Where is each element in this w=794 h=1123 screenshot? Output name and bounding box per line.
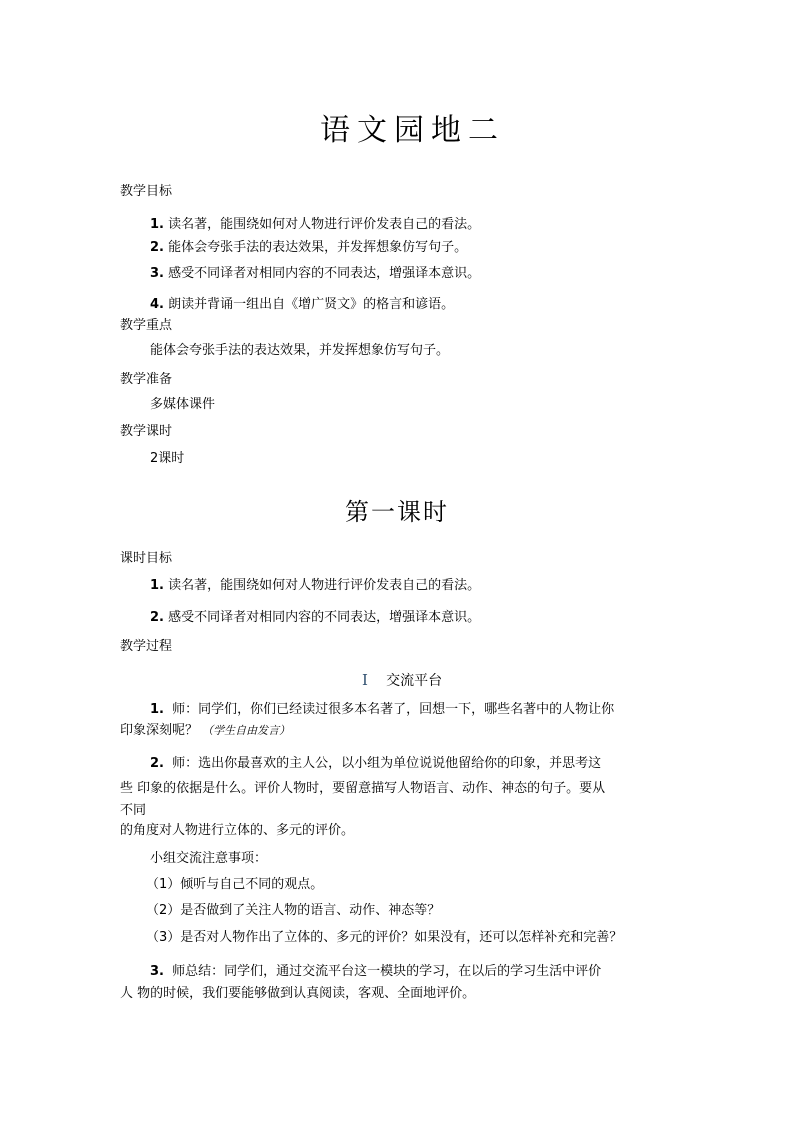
list-item <box>150 578 480 594</box>
step-text: 师总结：同学们，通过交流平台这一模块的学习，在以后的学习生活中评价 <box>172 964 602 979</box>
item-text: 朗读并背诵一组出自《增广贤文》的格言和谚语。 <box>168 297 455 312</box>
item-number: 3. <box>150 266 164 281</box>
step-1-line-1 <box>150 702 614 718</box>
prep-text: 多媒体课件 <box>150 397 216 412</box>
list-item <box>150 240 467 256</box>
step-number: 1. <box>150 702 164 717</box>
list-item <box>150 297 454 313</box>
step-3-line-1 <box>150 964 601 980</box>
page-title: 语文园地二 <box>320 113 505 148</box>
item-number: 2. <box>150 240 164 255</box>
section-heading <box>362 672 442 690</box>
item-text: 感受不同译者对相同内容的不同表达，增强译本意识。 <box>168 266 481 281</box>
step-text: 印象深刻呢？ <box>120 723 199 738</box>
item-number: 4. <box>150 297 164 312</box>
step-note: （学生自由发言） <box>202 724 291 737</box>
notes-heading: 小组交流注意事项： <box>150 851 268 866</box>
step-number: 3. <box>150 964 164 979</box>
item-text: 感受不同译者对相同内容的不同表达，增强译本意识。 <box>168 610 481 625</box>
prep-heading: 教学准备 <box>120 372 173 387</box>
item-number: 2. <box>150 610 164 625</box>
item-number: 1. <box>150 217 164 232</box>
step-2-line-2: 些 印象的依据是什么。评价人物时，要留意描写人物语言、动作、神态的句子。要从 <box>120 781 606 796</box>
section-number: I <box>362 671 368 689</box>
list-item <box>150 217 480 233</box>
step-1-line-2 <box>120 723 290 739</box>
step-text: 师：同学们，你们已经读过很多本名著了，回想一下，哪些名著中的人物让你 <box>172 702 615 717</box>
section-label: 交流平台 <box>386 673 443 689</box>
lesson-title: 第一课时 <box>345 498 449 526</box>
step-text: 师：选出你最喜欢的主人公，以小组为单位说说他留给你的印象，并思考这 <box>172 756 602 771</box>
step-3-line-2: 人 物的时候，我们要能够做到认真阅读，客观、全面地评价。 <box>120 986 476 1001</box>
item-text: 能体会夸张手法的表达效果，并发挥想象仿写句子。 <box>168 240 468 255</box>
list-item <box>150 610 480 626</box>
step-2-line-3: 不同 <box>120 803 147 818</box>
step-2-line-4: 的角度对人物进行立体的、多元的评价。 <box>120 823 355 838</box>
hours-text: 2课时 <box>150 451 185 466</box>
focus-text: 能体会夸张手法的表达效果，并发挥想象仿写句子。 <box>150 343 450 358</box>
note-item: （3）是否对人物作出了立体的、多元的评价？如果没有，还可以怎样补充和完善？ <box>146 930 623 945</box>
lesson-goals-heading: 课时目标 <box>120 551 173 566</box>
list-item <box>150 266 480 282</box>
hours-heading: 教学课时 <box>120 424 173 439</box>
focus-heading: 教学重点 <box>120 318 173 333</box>
step-2-line-1 <box>150 756 601 772</box>
step-number: 2. <box>150 756 164 771</box>
process-heading: 教学过程 <box>120 639 173 654</box>
note-item: （1）倾听与自己不同的观点。 <box>146 877 324 892</box>
item-number: 1. <box>150 578 164 593</box>
item-text: 读名著，能围绕如何对人物进行评价发表自己的看法。 <box>168 217 481 232</box>
item-text: 读名著，能围绕如何对人物进行评价发表自己的看法。 <box>168 578 481 593</box>
note-item: （2）是否做到了关注人物的语言、动作、神态等？ <box>146 903 441 918</box>
goals-heading: 教学目标 <box>120 184 173 199</box>
